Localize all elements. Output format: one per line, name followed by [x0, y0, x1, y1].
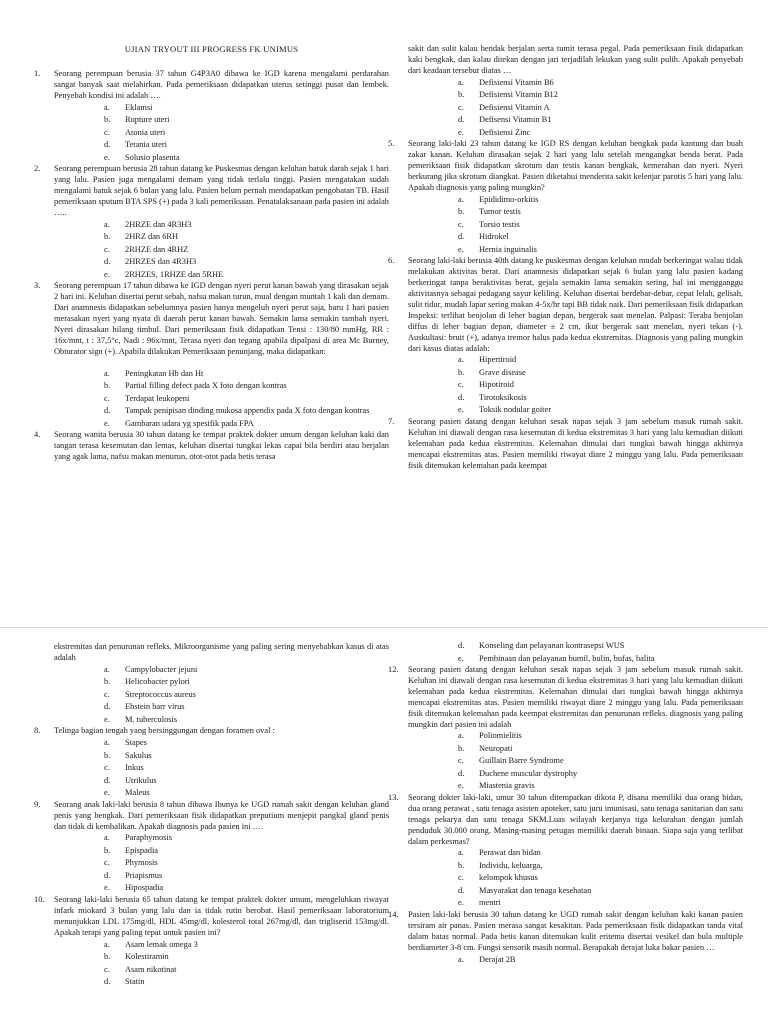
option [104, 939, 389, 952]
option [104, 405, 389, 418]
option [104, 951, 389, 964]
option-text: Pembinaan dan pelayanan bumil, bulin, bufas, balita [479, 653, 655, 663]
option-text: Ebstein barr virus [125, 702, 185, 712]
option [104, 219, 389, 232]
option [104, 664, 389, 677]
option-text: Epididimo-orkitis [479, 194, 539, 204]
option [104, 368, 389, 381]
option-letter: a. [458, 731, 464, 741]
question-text: Seorang laki-laki 23 tahun datang ke IGD RS dengan keluhan bengkak pada kantung dan buah zakar kanan. Keluhan dirasakan sejak 2 hari yang lalu setelah mengangkat benda berat. Pada pemeriksaan fisik didapatkan skrotum dan testis kanan bengkak, kemerahan dan nyeri. Nyeri berkurang jika skrotum diangkat. Pasien diketahui menderita sakit kelenjar parotis 5 hari yang lalu. Apakah diagnosis yang paling mungkin? [408, 139, 743, 192]
option [104, 845, 389, 858]
option-letter: b. [458, 743, 465, 753]
option-text: Perawat dan bidan [479, 848, 541, 858]
option-text: Tirotoksikosis [479, 392, 527, 402]
option-letter: e. [458, 898, 464, 908]
option [458, 77, 743, 90]
option-letter: b. [458, 207, 465, 217]
option-letter: d. [104, 775, 111, 785]
option [458, 847, 743, 860]
option-letter: d. [458, 232, 465, 242]
option [458, 755, 743, 768]
option [458, 231, 743, 244]
option-text: Rupture uteri [125, 115, 170, 125]
option [458, 897, 743, 910]
option [458, 194, 743, 207]
option-letter: b. [104, 115, 111, 125]
option [104, 701, 389, 714]
option-text: 2HRZES dan 4R3H3 [125, 257, 197, 267]
option-text: mentri [479, 898, 501, 908]
option [104, 393, 389, 406]
option-letter: e. [104, 883, 110, 893]
option-letter: c. [104, 689, 110, 699]
question-4-continued: sakit dan sulit kalau hendak berjalan serta tumit terasa pegal. Pada pemeriksaan fisik didapatkan kaki bengkak, dan kalau ditekan dengan jari terjadilah lekukan yang sulit pulih. Apakah penyebab dari keadaan tersebut diatas … [408, 44, 743, 75]
option [458, 743, 743, 756]
option-letter: c. [458, 102, 464, 112]
option [458, 768, 743, 781]
option-text: Torsio testis [479, 219, 520, 229]
question-number: 14. [388, 909, 399, 919]
option-text: Priapismus [125, 870, 163, 880]
option [458, 653, 743, 666]
option-letter: a. [104, 939, 110, 949]
option-text: Terdapat leukopeni [125, 393, 190, 403]
option-letter: c. [458, 380, 464, 390]
option-text: Asam lemak omega 3 [125, 939, 198, 949]
option-letter: b. [458, 90, 465, 100]
question-text: Seorang perempuan 17 tahun dibawa ke IGD dengan nyeri perut kanan bawah yang dirasakan sejak 2 hari ini. Keluhan disertai perut sebah, nafsu makan turun, mual dengan muntah 1 kali dan demam. Dari anamnesis didapatkan sebelumnya pasien hanya mengeluh nyeri perut saja, baru 1 hari pasien merasakan nyeri yang nyata di daerah perut kanan bawah. Semakin lama semakin tambah nyeri. Nyeri dirasakan hilang timbul. Dari pemeriksaan fisik didapatkan Tensi : 130/80 mmHg, RR : 16x/mnt, t : 37,5°c, Nadi : 96x/mnt, Terasa nyeri dan tegang apabila dipalpasi di area Mc Burney, Obturator sign (+). Apabila dilakukan Pemeriksaan penunjang, maka didapatkan: [54, 281, 389, 356]
option [104, 857, 389, 870]
option-text: 2HRZE dan 4R3H3 [125, 219, 192, 229]
option-text: Atonia uteri [125, 127, 166, 137]
question-text: Seorang dokter laki-laki, umur 30 tahun ditempatkan dikota P, disana memiliki dua orang bidan, dua orang perawat , satu tenaga asisten apoteker, satu juru imunisasi, satu tenaga sanitarian dan satu tenaga pekarya dan satu tenaga SKM.Luas wilayah kerjanya tiga kelurahan dengan jumlah penduduk 30.000 orang. Masing-masing petugas memiliki daerah binaan. Siapa saja yang terlibat dalam perkesmas? [408, 792, 743, 846]
option-letter: a. [458, 355, 464, 365]
option [104, 737, 389, 750]
option [104, 787, 389, 800]
option-text: Toksik nodular goiter [479, 405, 551, 415]
page2-right-column [388, 640, 743, 966]
option [104, 750, 389, 763]
option-text: Inkus [125, 763, 144, 773]
option-text: Defisiensi Vitamin B12 [479, 90, 558, 100]
question-text: Seorang anak laki-laki berusia 8 tahun dibawa Ibunya ke UGD rumah sakit dengan keluhan gland penis yang bengkak. Dari pemeriksaan fisik didapatkan preputium menjepit pangkal gland penis dan tidak di kembalikan. Apakah diagnosis pada pasien ini …. [54, 799, 389, 831]
question-text: Seorang laki-laki berusia 40th datang ke puskesmas dengan keluhan mudah berkeringat walau tidak melakukan aktivitas berat. Dari anamnesis didapatkan sejak 6 bulan yang lalu pasien kadang berkeringat tanpa beraktivitas berat, gejala semakin lama semakin sering, hal ini mengganggu aktivitasnya sebagai pedagang sayur keliling. Keluhan disertai berdebar-debar, cepat lelah, gelisah, sulit tidur, mudah lapar sering makan 4-5x/hr tapi BB tidak naik. Dari pemeriksaan fisik didapatkan Inspeksi: terlihat benjolan di leher bagian depan, bergerak saat menelan. Palpasi: Teraba benjolan diffus di leher bagian depan, diameter ± 2 cm, ikut bergerak saat menelan, nyeri tekan (-). Auskultasi: bruit (+), adanya tremor halus pada kedua ekstremitas. Diagnosis yang paling mungkin dari kasus diatas adalah: [408, 256, 743, 353]
question-5 [388, 139, 743, 194]
option-letter: b. [458, 860, 465, 870]
option-text: Solusio plasenta [125, 152, 180, 162]
option-text: M. tuberculosis [125, 714, 178, 724]
option [458, 404, 743, 417]
option [458, 367, 743, 380]
option-letter: d. [104, 140, 111, 150]
option-text: Hipospadia [125, 883, 164, 893]
option-letter: e. [458, 781, 464, 791]
option [458, 354, 743, 367]
option-text: Stapes [125, 738, 147, 748]
option-letter: d. [104, 257, 111, 267]
option [458, 640, 743, 653]
question-number: 4. [34, 430, 41, 439]
option-letter: d. [458, 392, 465, 402]
option [458, 206, 743, 219]
question-7-continued: ekstremitas dan penurunan refleks. Mikroorganisme yang paling sering menyebabkan kasus di atas adalah [54, 642, 389, 662]
option-text: kelompok khusus [479, 873, 538, 883]
option-text: Sakulus [125, 750, 152, 760]
option-text: Miastenia gravis [479, 781, 535, 791]
option-text: Hernia inguinalis [479, 244, 537, 254]
option-text: Asam nikotinat [125, 964, 177, 974]
question-13 [388, 793, 743, 848]
question-1 [34, 69, 389, 102]
document-page-2 [0, 628, 768, 1024]
question-7 [388, 417, 743, 472]
option [458, 102, 743, 115]
option [104, 256, 389, 269]
option [458, 872, 743, 885]
option [104, 269, 389, 282]
option-text: Partial filling defect pada X foto dengan kontras [125, 381, 287, 390]
option-text: Statin [125, 977, 145, 987]
question-12 [388, 665, 743, 730]
option-letter: a. [104, 219, 110, 229]
question-number: 12. [388, 665, 399, 674]
option-text: Hipertiroid [479, 355, 517, 365]
option [458, 114, 743, 127]
question-2 [34, 164, 389, 219]
option-letter: a. [104, 664, 110, 674]
option-letter: d. [104, 870, 111, 880]
option-letter: e. [458, 127, 464, 137]
option-text: Neuropati [479, 743, 513, 753]
question-10 [34, 895, 389, 939]
option-letter: b. [104, 232, 111, 242]
option [458, 392, 743, 405]
option-text: Utrikulus [125, 775, 157, 785]
option [458, 780, 743, 793]
option-letter: c. [104, 244, 110, 254]
option-letter: a. [104, 738, 110, 748]
option [104, 139, 389, 152]
option-letter: d. [104, 702, 111, 712]
option-text: Defisiensi Zinc [479, 127, 531, 137]
option [104, 231, 389, 244]
option-text: Paraphymosis [125, 833, 172, 843]
option [458, 730, 743, 743]
question-text: Seorang laki-laki berusia 65 tahun datang ke tempat praktek dokter umum, mengeluhkan riwayat infark miokard 3 bulan yang lalu dan ia tidak rutin berobat. Hasil pemeriksaan laboratorium menunjukkan LDL 175mg/dl, HDL 45mg/dl, kolesterol total 267mg/dl, dan trigliserid 153mg/dl. Apakah terapi yang paling tepat untuk pasien ini? [54, 894, 389, 937]
question-number: 7. [388, 416, 395, 426]
option-letter: c. [458, 219, 464, 229]
option-letter: b. [104, 750, 111, 760]
option-text: Tumor testis [479, 207, 521, 217]
option [104, 676, 389, 689]
option-letter: e. [104, 418, 110, 428]
option-text: 2HRZ dan 6RH [125, 232, 179, 242]
option [104, 870, 389, 883]
option [458, 89, 743, 102]
option [458, 127, 743, 140]
option-letter: e. [458, 405, 464, 415]
question-number: 6. [388, 256, 395, 266]
option-letter: a. [458, 954, 464, 964]
option [104, 964, 389, 977]
question-number: 8. [34, 726, 41, 736]
option-letter: e. [104, 269, 110, 279]
option-letter: e. [458, 244, 464, 254]
option-letter: b. [104, 952, 111, 962]
question-number: 1. [34, 68, 41, 78]
option-letter: c. [104, 393, 110, 403]
option-text: Maleus [125, 788, 150, 798]
question-text: Seorang perempuan berusia 28 tahun datang ke Puskesmas dengan keluhan batuk darah sejak 1 hari yang lalu. Pasien juga mengalami demam yang tidak terlalu tinggi. Pasien mengatakan sudah mengalami batuk sejak 6 bulan yang lalu. Pasien belum pernah mendapatkan pengobatan TB. Hasil pemeriksaan sputum BTA SPS (+) pada 3 kali pemeriksaan. Penatalaksanaan pada pasien ini adalah ….. [54, 164, 389, 217]
question-8 [34, 726, 389, 737]
question-number: 2. [34, 164, 41, 174]
option-letter: c. [104, 964, 110, 974]
option-text: 2RHZES, 1RHZE dan 5RHE [125, 269, 224, 279]
option [104, 418, 389, 431]
question-number: 10. [34, 894, 45, 904]
page1-right-column [388, 44, 743, 471]
option-text: Duchene muscular dystrophy [479, 768, 578, 778]
option-letter: e. [104, 788, 110, 798]
option-letter: a. [458, 194, 464, 204]
option-text: Individu, keluarga, [479, 860, 543, 870]
option [104, 114, 389, 127]
option [458, 885, 743, 898]
question-6 [388, 256, 743, 354]
option-text: Defisiensi Vitamin A [479, 102, 550, 112]
question-14 [388, 910, 743, 954]
option-letter: c. [104, 127, 110, 137]
option-text: Peningkatan Hb dan Ht [125, 368, 204, 378]
question-text: Telinga bagian tengah yang bersinggungan dengan foramen oval : [54, 726, 275, 736]
option-text: Grave disease [479, 367, 526, 377]
option-text: Phymosis [125, 858, 158, 868]
option [458, 379, 743, 392]
option-letter: a. [458, 848, 464, 858]
option-letter: a. [104, 102, 110, 112]
option-text: Guillain Barre Syndrome [479, 756, 564, 766]
option [104, 689, 389, 702]
option-letter: d. [104, 406, 111, 415]
option-letter: a. [104, 368, 110, 378]
option-letter: b. [104, 677, 111, 687]
question-number: 9. [34, 799, 41, 809]
option [104, 882, 389, 895]
option-letter: b. [104, 381, 111, 390]
option-letter: c. [104, 763, 110, 773]
option-text: Kolestiramin [125, 952, 169, 962]
option-letter: c. [104, 858, 110, 868]
option [458, 219, 743, 232]
option [104, 102, 389, 115]
page2-left-column [34, 642, 389, 989]
option-letter: c. [458, 756, 464, 766]
option-text: Campylobacter jejuni [125, 664, 198, 674]
option [104, 762, 389, 775]
option [104, 380, 389, 393]
option [458, 244, 743, 257]
option-letter: c. [458, 873, 464, 883]
option-letter: d. [458, 641, 465, 650]
option-text: Epispadia [125, 845, 159, 855]
question-4 [34, 430, 389, 463]
option-text: Tetania uteri [125, 140, 167, 150]
option-letter: e. [104, 714, 110, 724]
option [104, 244, 389, 257]
question-text: Seorang wanita berusia 30 tahun datang ke tempat praktek dokter umum dengan keluhan kaki dan tangan terasa kesemutan dan lemas, keluhan disertai tungkai lekas capai bila berdiri atau berjalan yang agak lama, nafsu makan menurun, otot-otot pada betis terasa [54, 430, 389, 461]
option-text: Hidrokel [479, 232, 509, 242]
option-text: Masyarakat dan tenaga kesehatan [479, 885, 592, 895]
option-text: Konseling dan pelayanan kontrasepsi WUS [479, 641, 625, 650]
option-letter: e. [458, 653, 464, 663]
page1-left-column [34, 44, 389, 463]
option [104, 976, 389, 989]
option-text: Helicobacter pylori [125, 677, 190, 687]
option-text: Eklamsi [125, 102, 153, 112]
option [104, 832, 389, 845]
question-text: Seorang perempuan berusia 37 tahun G4P3A0 dibawa ke IGD karena mengalami perdarahan sangat banyak saat melahirkan. Pada pemeriksaan didapatkan uterus setinggi pusat dan lembek. Penyebab kondisi ini adalah …. [54, 68, 389, 100]
question-text: Seorang pasien datang dengan keluhan sesak napas sejak 3 jam sebelum masuk rumah sakit. Keluhan ini diawali dengan rasa kesemutan di kedua ekstremitas 3 hari yang lalu kemudian diikuti kelemahan pada kedua ekstremitas. Kelemahan dimulai dari tungkai bawah hingga akhirnya mencapai ekstremitas atas. Pasien memiliki riwayat diare 2 minggu yang lalu. Pada pemeriksaan fisik ditemukan kelemahan pada keempat [408, 416, 743, 470]
option-text: Streptococcus aureus [125, 689, 196, 699]
option-letter: b. [458, 367, 465, 377]
question-3 [34, 281, 389, 357]
option [458, 954, 743, 967]
option-letter: a. [458, 77, 464, 87]
option-letter: a. [104, 833, 110, 843]
question-text: Seorang pasien datang dengan keluhan sesak napas sejak 3 jam sebelum masuk rumah sakit. Keluhan ini diawali dengan rasa kesemutan di kedua ekstremitas 3 hari yang lalu kemudian diikuti kelemahan pada kedua ekstremitas. Kelemahan dimulai dari tungkai bawah hingga akhirnya mencapai ekstremitas atas. Pasien memiliki riwayat diare 2 minggu yang lalu. Pada pemeriksaan fisik ditemukan kelemahan pada keempat ekstremitas dan penurunan refleks. diagnosis yang paling mungkin dari pasien ini adalah [408, 665, 743, 729]
question-9 [34, 800, 389, 833]
option-text: Defisiensi Vitamin B6 [479, 77, 554, 87]
option [104, 127, 389, 140]
option-letter: d. [458, 115, 465, 125]
option [104, 152, 389, 165]
option-text: Tampak penipisan dinding mukosa appendix pada X foto dengan kontras [125, 406, 370, 415]
option-letter: d. [104, 977, 111, 987]
option [104, 714, 389, 727]
option-text: Poliomielitis [479, 731, 522, 741]
option-letter: d. [458, 768, 465, 778]
option-letter: b. [104, 845, 111, 855]
question-number: 3. [34, 281, 41, 291]
question-number: 5. [388, 139, 395, 149]
option-text: Hipotiroid [479, 380, 514, 390]
option-text: Derajat 2B [479, 954, 516, 964]
option-letter: e. [104, 152, 110, 162]
option-text: 2RHZE dan 4RHZ [125, 244, 189, 254]
page-title: UJIAN TRYOUT III PROGRESS FK UNIMUS [124, 44, 299, 54]
question-number: 13. [388, 792, 399, 802]
question-text: Pasien laki-laki berusia 30 tahun datang ke UGD rumah sakit dengan keluhan kaki kanan pasien tersiram air panas. Pasien merasa sangat kesakitan. Pada pemeriksaan fisik didapatkan tanda vital dalam batas normal. Pada betis kanan ditemukan kulit eritema disertai vesikel dan bula multiple berdiameter 3-8 cm. Fungsi sensorik masih normal. Berapakah derajat luka bakar pasien … [408, 909, 743, 952]
option [458, 860, 743, 873]
option-text: Defisensi Vitamin B1 [479, 115, 552, 125]
option-letter: d. [458, 885, 465, 895]
option-text: Gambaran udara yg spesifik pada FPA [125, 418, 254, 428]
option [104, 775, 389, 788]
